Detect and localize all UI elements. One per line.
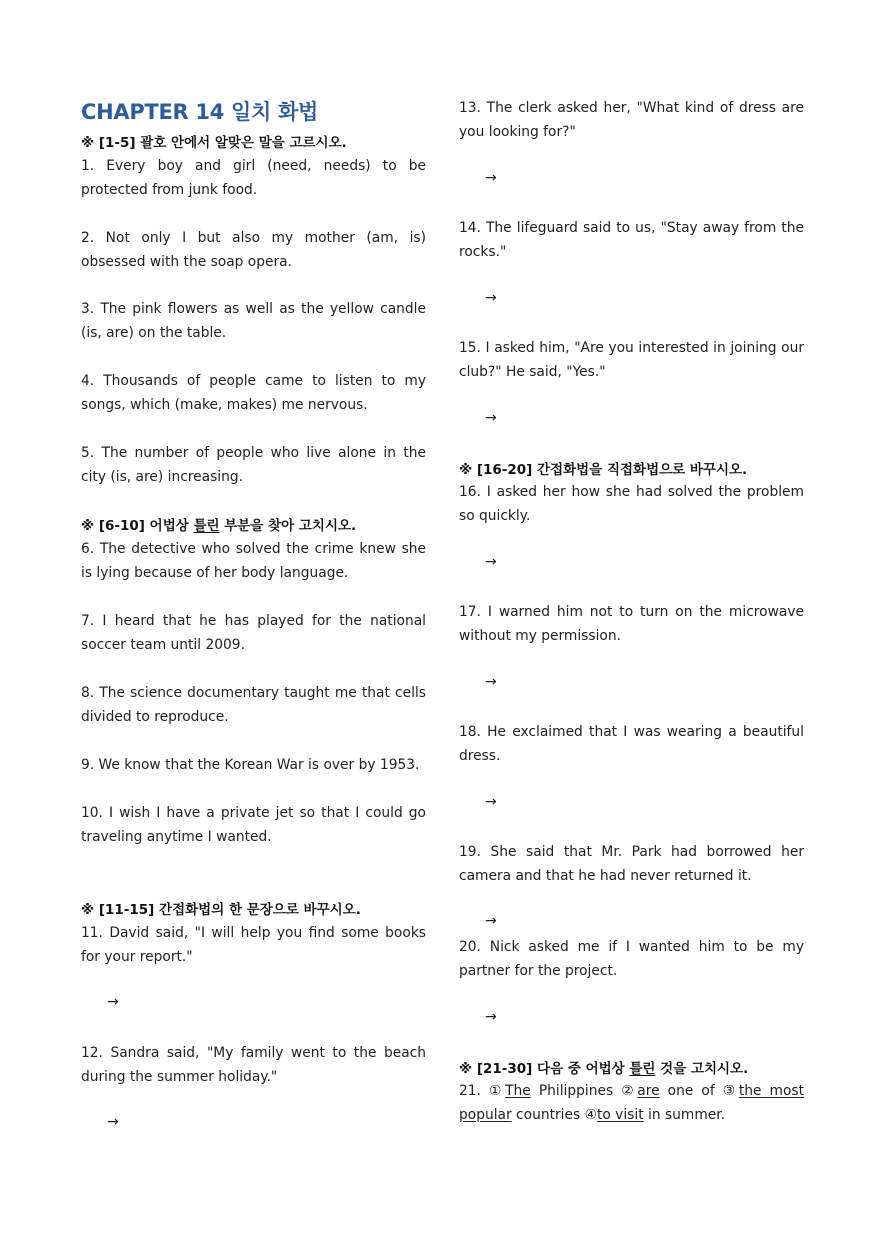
sentence-text: one of <box>659 1083 723 1099</box>
answer-arrow-11: → <box>107 994 119 1010</box>
choice-marker-2: ② <box>621 1083 638 1099</box>
question-6: 6. The detective who solved the crime knew she is lying because of her body language. <box>81 541 426 581</box>
question-number: 21. <box>459 1083 490 1099</box>
choice-text-4: to visit <box>596 1107 644 1123</box>
choice-text-3: the most popular <box>459 1083 805 1123</box>
answer-arrow-16: → <box>485 554 497 570</box>
answer-arrow-15: → <box>485 410 497 426</box>
section-instruction-pre: 다음 중 어법상 <box>532 1061 630 1077</box>
section-heading-21-30 <box>459 1057 748 1077</box>
section-mark: ※ [1-5] <box>81 135 136 151</box>
question-1: 1. Every boy and girl (need, needs) to be protected from junk food. <box>81 158 426 198</box>
question-12: 12. Sandra said, "My family went to the beach during the summer holiday." <box>81 1045 426 1085</box>
question-14: 14. The lifeguard said to us, "Stay away from the rocks." <box>459 220 804 260</box>
question-19: 19. She said that Mr. Park had borrowed her camera and that he had never returned it. <box>459 844 804 884</box>
question-4: 4. Thousands of people came to listen to my songs, which (make, makes) me nervous. <box>81 373 426 413</box>
underlined-word: 틀린 <box>193 518 220 534</box>
choice-marker-4: ④ <box>584 1107 597 1123</box>
section-instruction-post: 부분을 찾아 고치시오. <box>219 518 357 534</box>
choice-text-2: are <box>637 1083 660 1099</box>
question-20: 20. Nick asked me if I wanted him to be my partner for the project. <box>459 939 804 979</box>
question-9: 9. We know that the Korean War is over by 1953. <box>81 757 420 773</box>
choice-text-1: The <box>505 1083 531 1099</box>
answer-arrow-12: → <box>107 1114 119 1130</box>
question-15: 15. I asked him, "Are you interested in joining our club?" He said, "Yes." <box>459 340 804 380</box>
section-mark: ※ [21-30] <box>459 1061 533 1077</box>
question-11: 11. David said, "I will help you find some books for your report." <box>81 925 426 965</box>
question-8: 8. The science documentary taught me that cells divided to reproduce. <box>81 685 426 725</box>
sentence-text: countries <box>511 1107 585 1123</box>
section-instruction: 간접화법을 직접화법으로 바꾸시오. <box>532 462 748 478</box>
section-instruction: 괄호 안에서 알맞은 말을 고르시오. <box>135 135 347 151</box>
question-13: 13. The clerk asked her, "What kind of dress are you looking for?" <box>459 100 804 140</box>
answer-arrow-19: → <box>485 913 497 929</box>
answer-arrow-14: → <box>485 290 497 306</box>
answer-arrow-20: → <box>485 1009 497 1025</box>
section-heading-16-20 <box>459 458 747 478</box>
choice-marker-3: ③ <box>722 1083 739 1099</box>
section-mark: ※ [6-10] <box>81 518 145 534</box>
question-7: 7. I heard that he has played for the national soccer team until 2009. <box>81 613 426 653</box>
question-21 <box>459 1079 804 1127</box>
question-5: 5. The number of people who live alone in the city (is, are) increasing. <box>81 445 426 485</box>
choice-marker-1: ① <box>489 1083 506 1099</box>
section-mark: ※ [11-15] <box>81 902 155 918</box>
section-instruction-post: 것을 고치시오. <box>655 1061 749 1077</box>
section-instruction: 간접화법의 한 문장으로 바꾸시오. <box>154 902 361 918</box>
section-heading-1-5 <box>81 131 347 151</box>
sentence-text: in summer. <box>643 1107 726 1123</box>
section-heading-11-15 <box>81 898 361 918</box>
question-3: 3. The pink flowers as well as the yellow candle (is, are) on the table. <box>81 301 426 341</box>
section-heading-6-10 <box>81 514 356 534</box>
question-10: 10. I wish I have a private jet so that I could go traveling anytime I wanted. <box>81 805 426 845</box>
answer-arrow-13: → <box>485 170 497 186</box>
underlined-word: 틀린 <box>629 1061 656 1077</box>
question-17: 17. I warned him not to turn on the microwave without my permission. <box>459 604 804 644</box>
section-instruction-pre: 어법상 <box>144 518 194 534</box>
section-mark: ※ [16-20] <box>459 462 533 478</box>
question-2: 2. Not only I but also my mother (am, is) obsessed with the soap opera. <box>81 230 426 270</box>
answer-arrow-17: → <box>485 674 497 690</box>
question-16: 16. I asked her how she had solved the problem so quickly. <box>459 484 804 524</box>
answer-arrow-18: → <box>485 794 497 810</box>
page-title: CHAPTER 14 일치 화법 <box>81 100 318 124</box>
question-18: 18. He exclaimed that I was wearing a beautiful dress. <box>459 724 804 764</box>
sentence-text: Philippines <box>530 1083 622 1099</box>
